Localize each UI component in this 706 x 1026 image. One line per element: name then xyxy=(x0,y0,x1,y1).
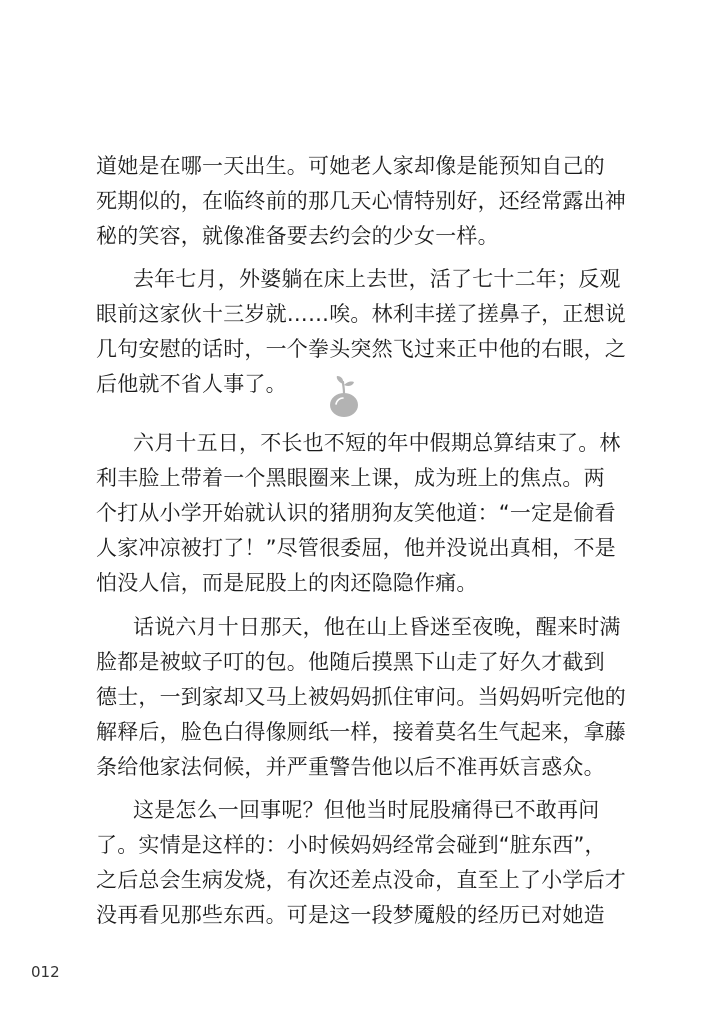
page-number: 012 xyxy=(31,963,60,981)
text-line: 怕没人信，而是屁股上的肉还隐隐作痛。 xyxy=(96,571,478,595)
text-line: 几句安慰的话时，一个拳头突然飞过来正中他的右眼，之 xyxy=(96,337,626,361)
text-line: 人家冲凉被打了！”尽管很委屈，他并没说出真相，不是 xyxy=(96,536,616,560)
text-line: 解释后，脸色白得像厕纸一样，接着莫名生气起来，拿藤 xyxy=(96,720,626,744)
text-line: 个打从小学开始就认识的猪朋狗友笑他道：“一定是偷看 xyxy=(96,501,616,525)
text-line: 条给他家法伺候，并严重警告他以后不准再妖言惑众。 xyxy=(96,755,605,779)
text-line: 后他就不省人事了。 xyxy=(96,372,287,396)
text-line: 死期似的，在临终前的那几天心情特别好，还经常露出神 xyxy=(96,189,626,213)
text-line: 道她是在哪一天出生。可她老人家却像是能预知自己的 xyxy=(96,154,605,178)
text-line: 利丰脸上带着一个黑眼圈来上课，成为班上的焦点。两 xyxy=(96,466,605,490)
text-line: 秘的笑容，就像准备要去约会的少女一样。 xyxy=(96,224,499,248)
text-line: 六月十五日，不长也不短的年中假期总算结束了。林 xyxy=(133,431,621,455)
text-line: 这是怎么一回事呢？但他当时屁股痛得已不敢再问 xyxy=(133,798,600,822)
text-line: 德士，一到家却又马上被妈妈抓住审问。当妈妈听完他的 xyxy=(96,685,626,709)
text-line: 眼前这家伙十三岁就……唉。林利丰搓了搓鼻子，正想说 xyxy=(96,302,626,326)
sprouting-seed-icon xyxy=(324,374,364,422)
text-line: 去年七月，外婆躺在床上去世，活了七十二年；反观 xyxy=(133,267,621,291)
text-line: 脸都是被蚊子叮的包。他随后摸黑下山走了好久才截到 xyxy=(96,650,605,674)
text-line: 没再看见那些东西。可是这一段梦魇般的经历已对她造 xyxy=(96,903,605,927)
text-line: 了。实情是这样的：小时候妈妈经常会碰到“脏东西”， xyxy=(96,833,606,857)
text-line: 之后总会生病发烧，有次还差点没命，直至上了小学后才 xyxy=(96,868,626,892)
text-line: 话说六月十日那天，他在山上昏迷至夜晚，醒来时满 xyxy=(133,615,621,639)
